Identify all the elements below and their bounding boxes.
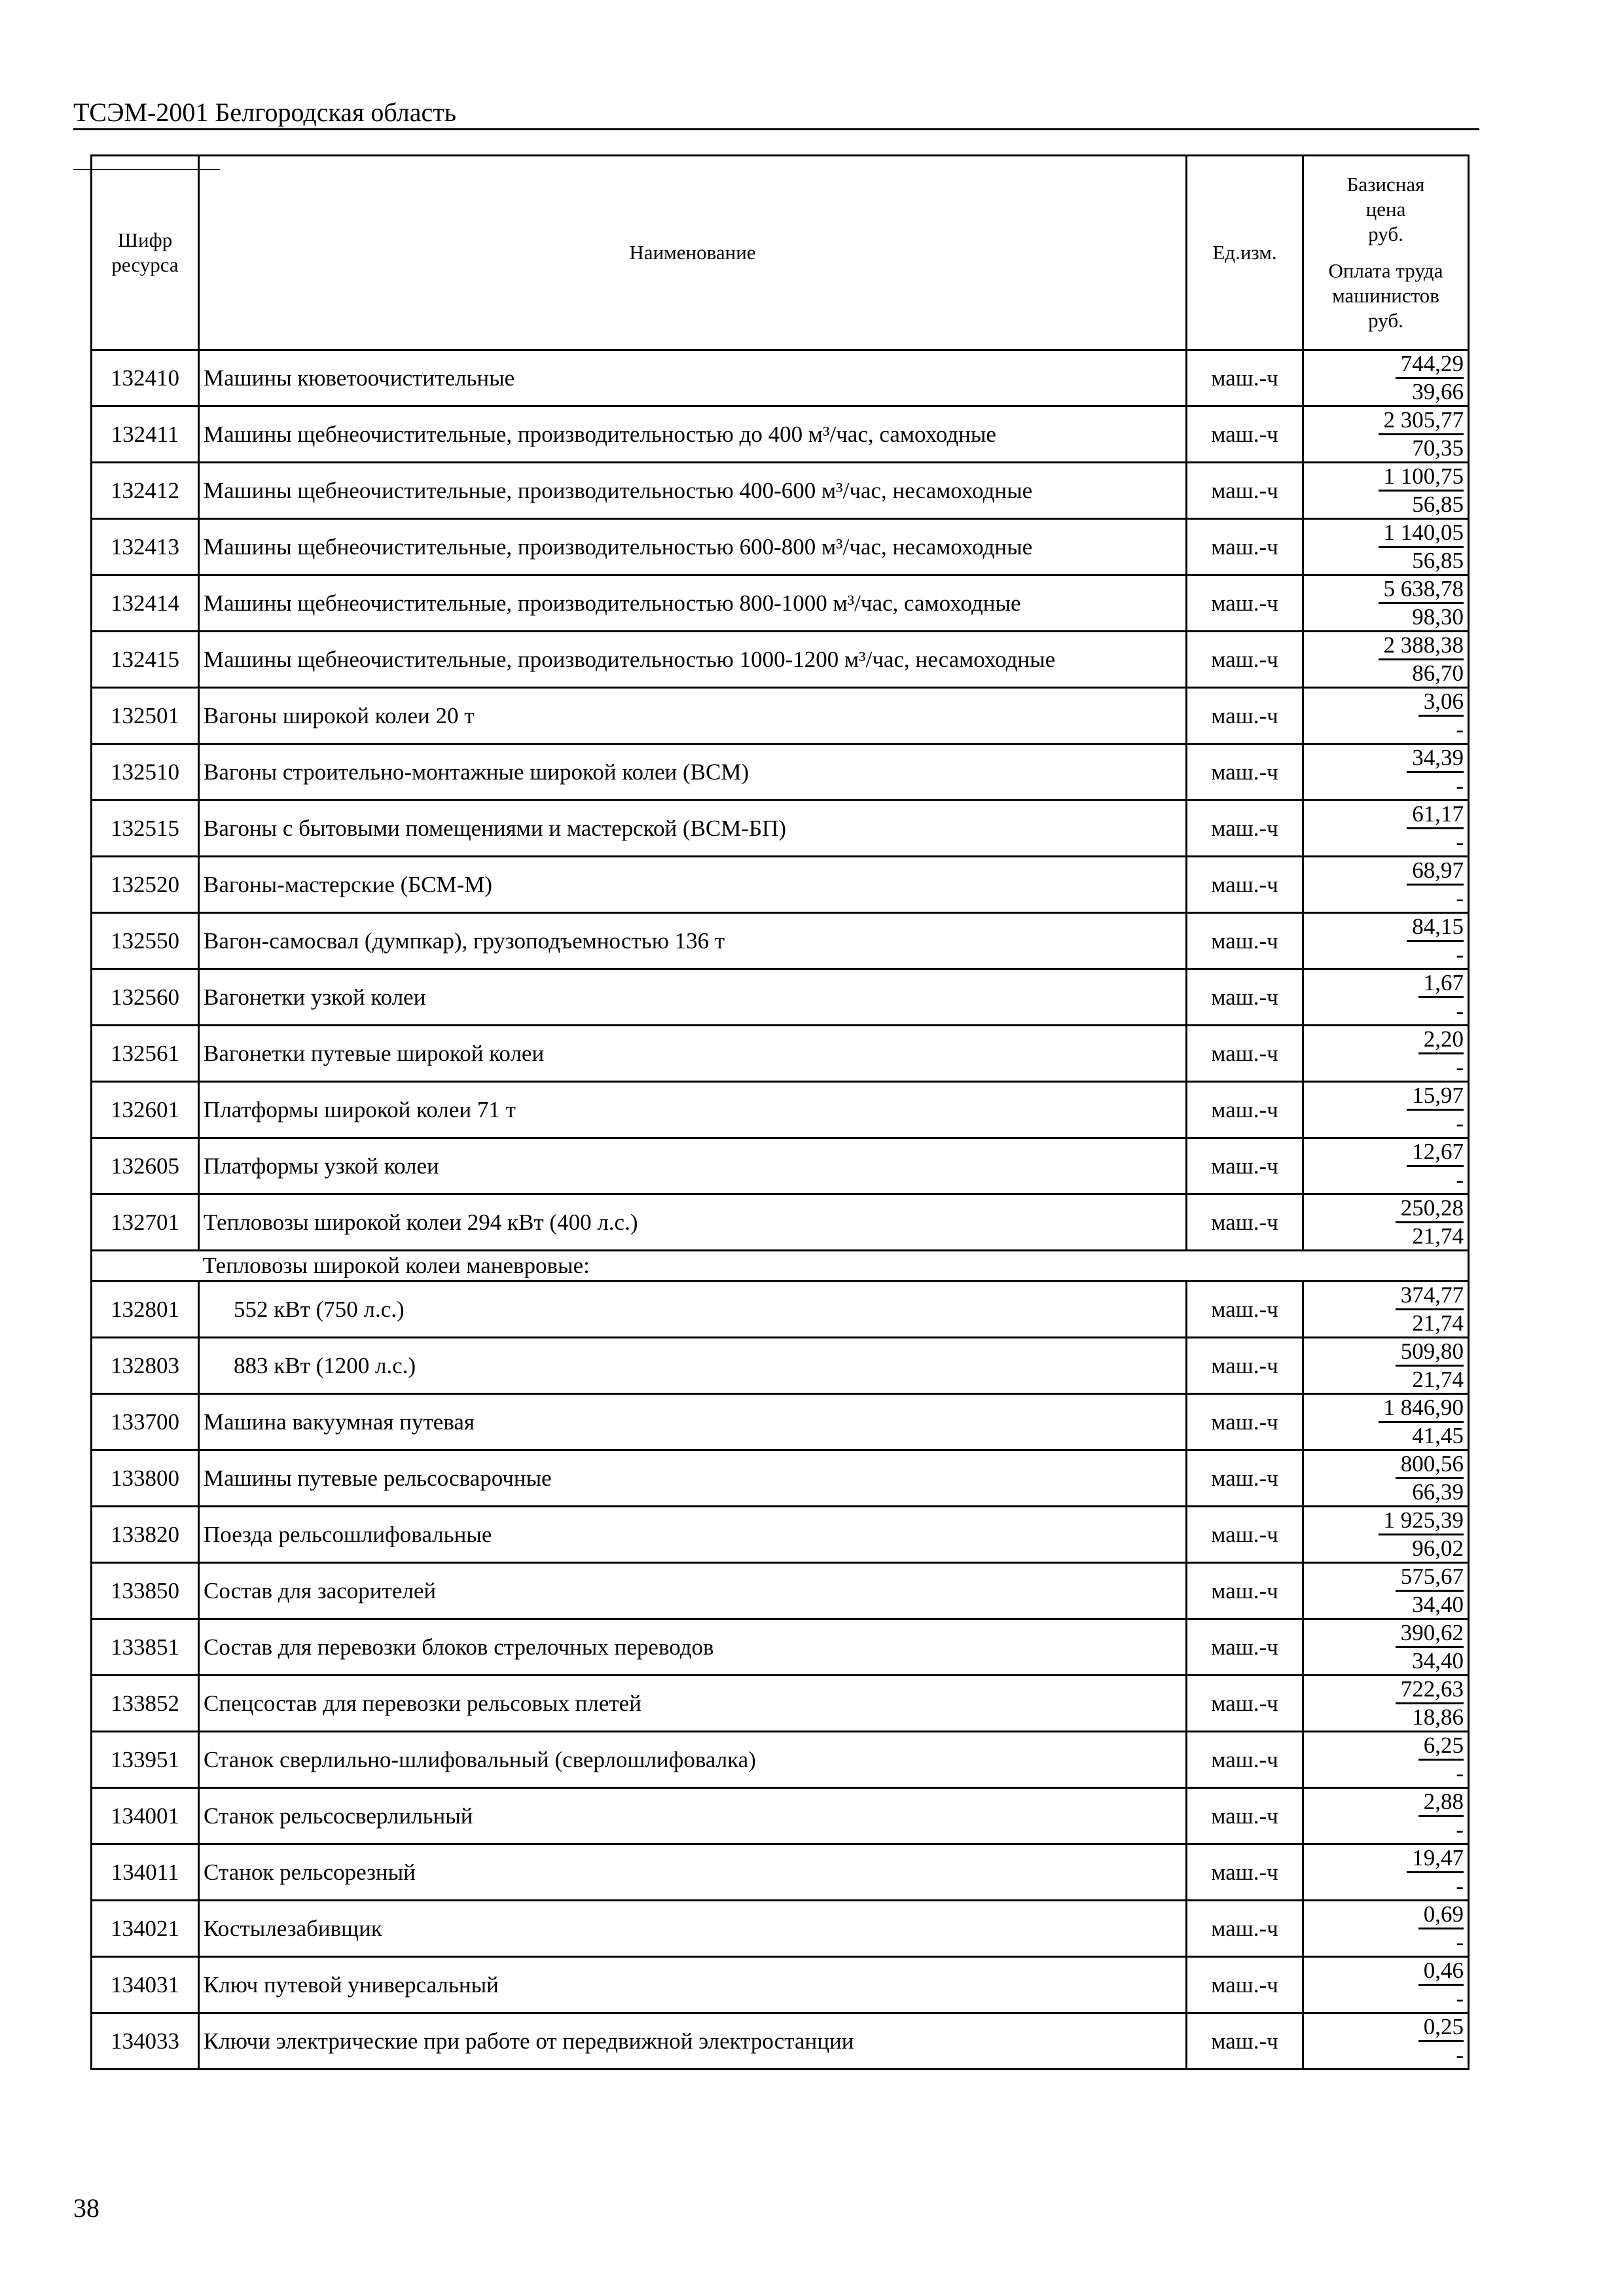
resource-code: 133820 — [92, 1507, 199, 1563]
resource-unit: маш.-ч — [1187, 1282, 1303, 1338]
resource-name: Ключи электрические при работе от передвижной электростанции — [199, 2013, 1187, 2070]
base-price: 6,25 — [1418, 1732, 1464, 1761]
resource-unit: маш.-ч — [1187, 688, 1303, 744]
resource-code: 132515 — [92, 800, 199, 857]
resource-code: 132605 — [92, 1138, 199, 1194]
operator-labor-cost: 39,66 — [1412, 379, 1464, 404]
resource-price-cell — [1303, 1282, 1469, 1338]
operator-labor-cost: 34,40 — [1412, 1648, 1464, 1674]
table-row — [92, 1676, 1469, 1732]
resource-name: Вагоны широкой колеи 20 т — [199, 688, 1187, 744]
base-price: 1 846,90 — [1379, 1395, 1464, 1423]
price-header-line: руб. — [1368, 223, 1403, 245]
resource-name: Машины щебнеочистительные, производительностью 400-600 м³/час, несамоходные — [199, 463, 1187, 519]
resource-name: Тепловозы широкой колеи 294 кВт (400 л.с.) — [199, 1194, 1187, 1251]
resource-table — [90, 154, 1470, 2070]
resource-unit: маш.-ч — [1187, 1194, 1303, 1251]
resource-name: 552 кВт (750 л.с.) — [199, 1282, 1187, 1338]
resource-name: Вагоны с бытовыми помещениями и мастерской (ВСМ-БП) — [199, 800, 1187, 857]
table-row — [92, 857, 1469, 913]
base-price: 2,88 — [1418, 1789, 1464, 1817]
resource-price-cell — [1303, 1788, 1469, 1844]
resource-name: Станок рельсорезный — [199, 1844, 1187, 1901]
resource-name: Платформы широкой колеи 71 т — [199, 1082, 1187, 1138]
operator-labor-cost: 41,45 — [1412, 1423, 1464, 1448]
base-price: 68,97 — [1407, 857, 1464, 886]
base-price: 61,17 — [1407, 801, 1464, 829]
operator-labor-cost: - — [1456, 829, 1464, 855]
resource-unit: маш.-ч — [1187, 969, 1303, 1026]
operator-labor-cost: - — [1456, 2042, 1464, 2068]
resource-name: Станок сверлильно-шлифовальный (сверлошлифовалка) — [199, 1732, 1187, 1788]
resource-unit: маш.-ч — [1187, 632, 1303, 688]
resource-name: Поезда рельсошлифовальные — [199, 1507, 1187, 1563]
resource-unit: маш.-ч — [1187, 1844, 1303, 1901]
resource-unit: маш.-ч — [1187, 1563, 1303, 1619]
price-header-line: цена — [1365, 198, 1406, 221]
resource-code: 133851 — [92, 1619, 199, 1676]
base-price: 5 638,78 — [1379, 576, 1464, 604]
resource-unit: маш.-ч — [1187, 1450, 1303, 1507]
resource-name: Вагон-самосвал (думпкар), грузоподъемностью 136 т — [199, 913, 1187, 969]
resource-unit: маш.-ч — [1187, 857, 1303, 913]
operator-labor-cost: 18,86 — [1412, 1704, 1464, 1730]
resource-code: 132510 — [92, 744, 199, 800]
resource-name: Платформы узкой колеи — [199, 1138, 1187, 1194]
operator-labor-cost: - — [1456, 1929, 1464, 1955]
operator-labor-cost: 21,74 — [1412, 1310, 1464, 1336]
resource-code: 132414 — [92, 575, 199, 632]
operator-labor-cost: - — [1456, 717, 1464, 742]
base-price: 1 140,05 — [1379, 520, 1464, 548]
resource-code: 132801 — [92, 1282, 199, 1338]
base-price: 1 925,39 — [1379, 1507, 1464, 1535]
base-price: 0,25 — [1418, 2014, 1464, 2042]
base-price: 509,80 — [1396, 1338, 1464, 1367]
resource-price-cell — [1303, 688, 1469, 744]
operator-labor-cost: 56,85 — [1412, 548, 1464, 573]
base-price: 722,63 — [1396, 1676, 1464, 1704]
resource-unit: маш.-ч — [1187, 406, 1303, 463]
table-row — [92, 1844, 1469, 1901]
resource-code: 134011 — [92, 1844, 199, 1901]
column-header-code: Шифр ресурса — [92, 156, 199, 350]
resource-code: 132520 — [92, 857, 199, 913]
resource-price-cell — [1303, 1450, 1469, 1507]
table-header-row — [92, 156, 1469, 350]
base-price: 2 305,77 — [1379, 407, 1464, 435]
table-row — [92, 463, 1469, 519]
operator-labor-cost: 66,39 — [1412, 1479, 1464, 1505]
resource-name: Ключ путевой универсальный — [199, 1957, 1187, 2013]
base-price: 250,28 — [1396, 1195, 1464, 1223]
operator-labor-cost: 34,40 — [1412, 1592, 1464, 1617]
resource-unit: маш.-ч — [1187, 1138, 1303, 1194]
operator-labor-cost: - — [1456, 1111, 1464, 1136]
table-row — [92, 1563, 1469, 1619]
column-header-price — [1303, 156, 1469, 350]
group-code-cell — [92, 1251, 199, 1282]
table-row — [92, 1732, 1469, 1788]
resource-unit: маш.-ч — [1187, 1788, 1303, 1844]
resource-unit: маш.-ч — [1187, 1619, 1303, 1676]
base-price: 15,97 — [1407, 1083, 1464, 1111]
table-row — [92, 406, 1469, 463]
resource-price-cell — [1303, 1507, 1469, 1563]
resource-price-cell — [1303, 519, 1469, 575]
resource-code: 132561 — [92, 1026, 199, 1082]
resource-price-cell — [1303, 744, 1469, 800]
resource-price-cell — [1303, 463, 1469, 519]
resource-name: Машины щебнеочистительные, производительностью 1000-1200 м³/час, несамоходные — [199, 632, 1187, 688]
operator-labor-cost: 21,74 — [1412, 1223, 1464, 1249]
table-row — [92, 1194, 1469, 1251]
resource-unit: маш.-ч — [1187, 1676, 1303, 1732]
resource-price-cell — [1303, 1844, 1469, 1901]
table-group-row — [92, 1251, 1469, 1282]
table-row — [92, 519, 1469, 575]
base-price: 2,20 — [1418, 1026, 1464, 1054]
resource-unit: маш.-ч — [1187, 1338, 1303, 1394]
resource-price-cell — [1303, 969, 1469, 1026]
table-row — [92, 1450, 1469, 1507]
operator-labor-cost: - — [1456, 1817, 1464, 1842]
operator-labor-cost: - — [1456, 1054, 1464, 1080]
header-rule — [73, 128, 1479, 130]
resource-price-cell — [1303, 1082, 1469, 1138]
resource-unit: маш.-ч — [1187, 744, 1303, 800]
group-title: Тепловозы широкой колеи маневровые: — [199, 1251, 1469, 1282]
table-row — [92, 1082, 1469, 1138]
base-price: 575,67 — [1396, 1564, 1464, 1592]
resource-unit: маш.-ч — [1187, 1507, 1303, 1563]
resource-price-cell — [1303, 1338, 1469, 1394]
column-header-name: Наименование — [199, 156, 1187, 350]
resource-price-cell — [1303, 1957, 1469, 2013]
resource-code: 132601 — [92, 1082, 199, 1138]
resource-name: Костылезабивщик — [199, 1901, 1187, 1957]
document-header-title: ТСЭМ-2001 Белгородская область — [73, 98, 456, 127]
table-row — [92, 350, 1469, 406]
table-row — [92, 800, 1469, 857]
resource-name: Вагоны строительно-монтажные широкой колеи (ВСМ) — [199, 744, 1187, 800]
base-price: 84,15 — [1407, 914, 1464, 942]
resource-price-cell — [1303, 1194, 1469, 1251]
resource-price-cell — [1303, 1619, 1469, 1676]
resource-price-cell — [1303, 857, 1469, 913]
resource-name: Машины щебнеочистительные, производительностью 800-1000 м³/час, самоходные — [199, 575, 1187, 632]
resource-name: Машины щебнеочистительные, производительностью до 400 м³/час, самоходные — [199, 406, 1187, 463]
resource-code: 132412 — [92, 463, 199, 519]
operator-labor-cost: - — [1456, 1986, 1464, 2011]
page-number: 38 — [73, 2193, 99, 2223]
operator-labor-cost: - — [1456, 886, 1464, 911]
resource-price-cell — [1303, 1394, 1469, 1450]
price-header-line — [1304, 247, 1468, 259]
resource-name: Станок рельсосверлильный — [199, 1788, 1187, 1844]
resource-price-cell — [1303, 2013, 1469, 2070]
resource-price-cell — [1303, 1563, 1469, 1619]
base-price: 390,62 — [1396, 1620, 1464, 1648]
resource-code: 132415 — [92, 632, 199, 688]
table-row — [92, 575, 1469, 632]
base-price: 800,56 — [1396, 1451, 1464, 1479]
column-header-unit: Ед.изм. — [1187, 156, 1303, 350]
operator-labor-cost: - — [1456, 942, 1464, 967]
table-row — [92, 1619, 1469, 1676]
resource-code: 134001 — [92, 1788, 199, 1844]
operator-labor-cost: 21,74 — [1412, 1367, 1464, 1392]
resource-name: Состав для перевозки блоков стрелочных переводов — [199, 1619, 1187, 1676]
resource-unit: маш.-ч — [1187, 1901, 1303, 1957]
resource-name: Машины щебнеочистительные, производительностью 600-800 м³/час, несамоходные — [199, 519, 1187, 575]
resource-price-cell — [1303, 1732, 1469, 1788]
operator-labor-cost: 56,85 — [1412, 492, 1464, 517]
resource-price-cell — [1303, 406, 1469, 463]
base-price: 1,67 — [1418, 970, 1464, 998]
resource-name: Машина вакуумная путевая — [199, 1394, 1187, 1450]
table-body — [92, 350, 1469, 2070]
resource-code: 134021 — [92, 1901, 199, 1957]
resource-code: 134033 — [92, 2013, 199, 2070]
resource-price-cell — [1303, 1901, 1469, 1957]
price-header-line: машинистов — [1332, 284, 1439, 307]
price-header-line: Оплата труда — [1328, 259, 1443, 282]
table-row — [92, 913, 1469, 969]
table-row — [92, 1394, 1469, 1450]
operator-labor-cost: - — [1456, 1167, 1464, 1193]
resource-name: Вагоны-мастерские (БСМ-М) — [199, 857, 1187, 913]
base-price: 2 388,38 — [1379, 632, 1464, 660]
resource-code: 133700 — [92, 1394, 199, 1450]
table-row — [92, 1957, 1469, 2013]
base-price: 19,47 — [1407, 1845, 1464, 1873]
resource-unit: маш.-ч — [1187, 519, 1303, 575]
resource-price-cell — [1303, 575, 1469, 632]
operator-labor-cost: - — [1456, 1761, 1464, 1786]
resource-code: 133800 — [92, 1450, 199, 1507]
operator-labor-cost: 96,02 — [1412, 1535, 1464, 1561]
base-price: 1 100,75 — [1379, 463, 1464, 492]
resource-name: Спецсостав для перевозки рельсовых плетей — [199, 1676, 1187, 1732]
resource-unit: маш.-ч — [1187, 800, 1303, 857]
resource-price-cell — [1303, 800, 1469, 857]
resource-name: 883 кВт (1200 л.с.) — [199, 1338, 1187, 1394]
base-price: 744,29 — [1396, 351, 1464, 379]
resource-unit: маш.-ч — [1187, 463, 1303, 519]
resource-code: 133852 — [92, 1676, 199, 1732]
resource-unit: маш.-ч — [1187, 2013, 1303, 2070]
resource-unit: маш.-ч — [1187, 575, 1303, 632]
resource-name: Состав для засорителей — [199, 1563, 1187, 1619]
price-header-line: руб. — [1368, 309, 1403, 332]
table-row — [92, 2013, 1469, 2070]
table-row — [92, 1788, 1469, 1844]
resource-code: 132413 — [92, 519, 199, 575]
base-price: 0,46 — [1418, 1958, 1464, 1986]
resource-name: Вагонетки узкой колеи — [199, 969, 1187, 1026]
resource-name: Машины путевые рельсосварочные — [199, 1450, 1187, 1507]
resource-unit: маш.-ч — [1187, 1082, 1303, 1138]
table-row — [92, 1901, 1469, 1957]
resource-price-cell — [1303, 350, 1469, 406]
resource-name: Машины кюветоочистительные — [199, 350, 1187, 406]
operator-labor-cost: 70,35 — [1412, 435, 1464, 461]
operator-labor-cost: - — [1456, 773, 1464, 798]
table-row — [92, 1282, 1469, 1338]
table-row — [92, 632, 1469, 688]
resource-price-cell — [1303, 913, 1469, 969]
operator-labor-cost: 98,30 — [1412, 604, 1464, 630]
base-price: 12,67 — [1407, 1139, 1464, 1167]
price-header-line: Базисная — [1346, 173, 1425, 196]
resource-code: 132410 — [92, 350, 199, 406]
resource-code: 132501 — [92, 688, 199, 744]
base-price: 0,69 — [1418, 1901, 1464, 1929]
resource-unit: маш.-ч — [1187, 350, 1303, 406]
base-price: 34,39 — [1407, 745, 1464, 773]
base-price: 374,77 — [1396, 1282, 1464, 1310]
resource-code: 133951 — [92, 1732, 199, 1788]
resource-name: Вагонетки путевые широкой колеи — [199, 1026, 1187, 1082]
resource-code: 132550 — [92, 913, 199, 969]
table-row — [92, 1507, 1469, 1563]
table-row — [92, 1338, 1469, 1394]
resource-price-cell — [1303, 632, 1469, 688]
table-row — [92, 1026, 1469, 1082]
table-row — [92, 969, 1469, 1026]
operator-labor-cost: - — [1456, 1873, 1464, 1899]
resource-unit: маш.-ч — [1187, 1394, 1303, 1450]
table-row — [92, 744, 1469, 800]
resource-code: 132701 — [92, 1194, 199, 1251]
base-price: 3,06 — [1418, 689, 1464, 717]
resource-unit: маш.-ч — [1187, 913, 1303, 969]
resource-unit: маш.-ч — [1187, 1026, 1303, 1082]
resource-code: 134031 — [92, 1957, 199, 2013]
resource-unit: маш.-ч — [1187, 1732, 1303, 1788]
resource-code: 132803 — [92, 1338, 199, 1394]
resource-unit: маш.-ч — [1187, 1957, 1303, 2013]
table-row — [92, 1138, 1469, 1194]
resource-code: 132560 — [92, 969, 199, 1026]
resource-price-cell — [1303, 1676, 1469, 1732]
table-row — [92, 688, 1469, 744]
operator-labor-cost: 86,70 — [1412, 660, 1464, 686]
resource-code: 133850 — [92, 1563, 199, 1619]
operator-labor-cost: - — [1456, 998, 1464, 1024]
resource-price-cell — [1303, 1138, 1469, 1194]
resource-price-cell — [1303, 1026, 1469, 1082]
resource-code: 132411 — [92, 406, 199, 463]
